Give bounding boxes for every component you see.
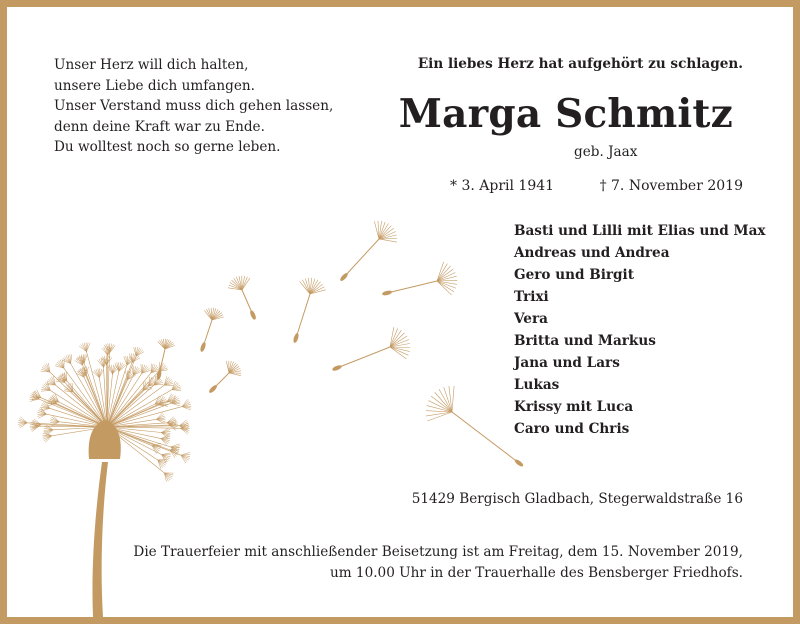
mourner-item: Basti und Lilli mit Elias und Max: [514, 223, 766, 239]
mourner-item: Andreas und Andrea: [514, 245, 670, 261]
maiden-name: geb. Jaax: [574, 144, 638, 160]
mourner-item: Gero und Birgit: [514, 267, 634, 283]
funeral-service-info: [133, 542, 743, 584]
poem-verse: [54, 55, 384, 158]
poem-line: denn deine Kraft war zu Ende.: [54, 118, 265, 135]
mourner-item: Trixi: [514, 289, 549, 305]
poem-line: Du wolltest noch so gerne leben.: [54, 139, 281, 155]
service-line: um 10.00 Uhr in der Trauerhalle des Bensberger Friedhofs.: [329, 565, 743, 581]
mourner-item: Caro und Chris: [514, 421, 630, 437]
poem-line: Unser Herz will dich halten,: [54, 57, 249, 73]
deceased-name: Marga Schmitz: [398, 91, 733, 137]
poem-line: unsere Liebe dich umfangen.: [54, 77, 255, 94]
service-line: Die Trauerfeier mit anschließender Beisetzung ist am Freitag, dem 15. November 2019,: [133, 544, 743, 560]
birth-date: * 3. April 1941: [450, 178, 555, 194]
death-date: † 7. November 2019: [599, 178, 743, 194]
headline: Ein liebes Herz hat aufgehört zu schlagen.: [417, 56, 743, 72]
mourner-item: Lukas: [514, 377, 560, 393]
mourner-item: Britta und Markus: [514, 333, 656, 349]
mourners-list: [514, 220, 765, 440]
mourner-item: Krissy mit Luca: [514, 399, 634, 415]
dandelion-stem: [92, 462, 108, 617]
mourner-item: Jana und Lars: [514, 355, 620, 371]
family-address: 51429 Bergisch Gladbach, Stegerwaldstraße 16: [411, 491, 743, 507]
mourner-item: Vera: [514, 311, 548, 327]
poem-line: Unser Verstand muss dich gehen lassen,: [54, 98, 334, 114]
